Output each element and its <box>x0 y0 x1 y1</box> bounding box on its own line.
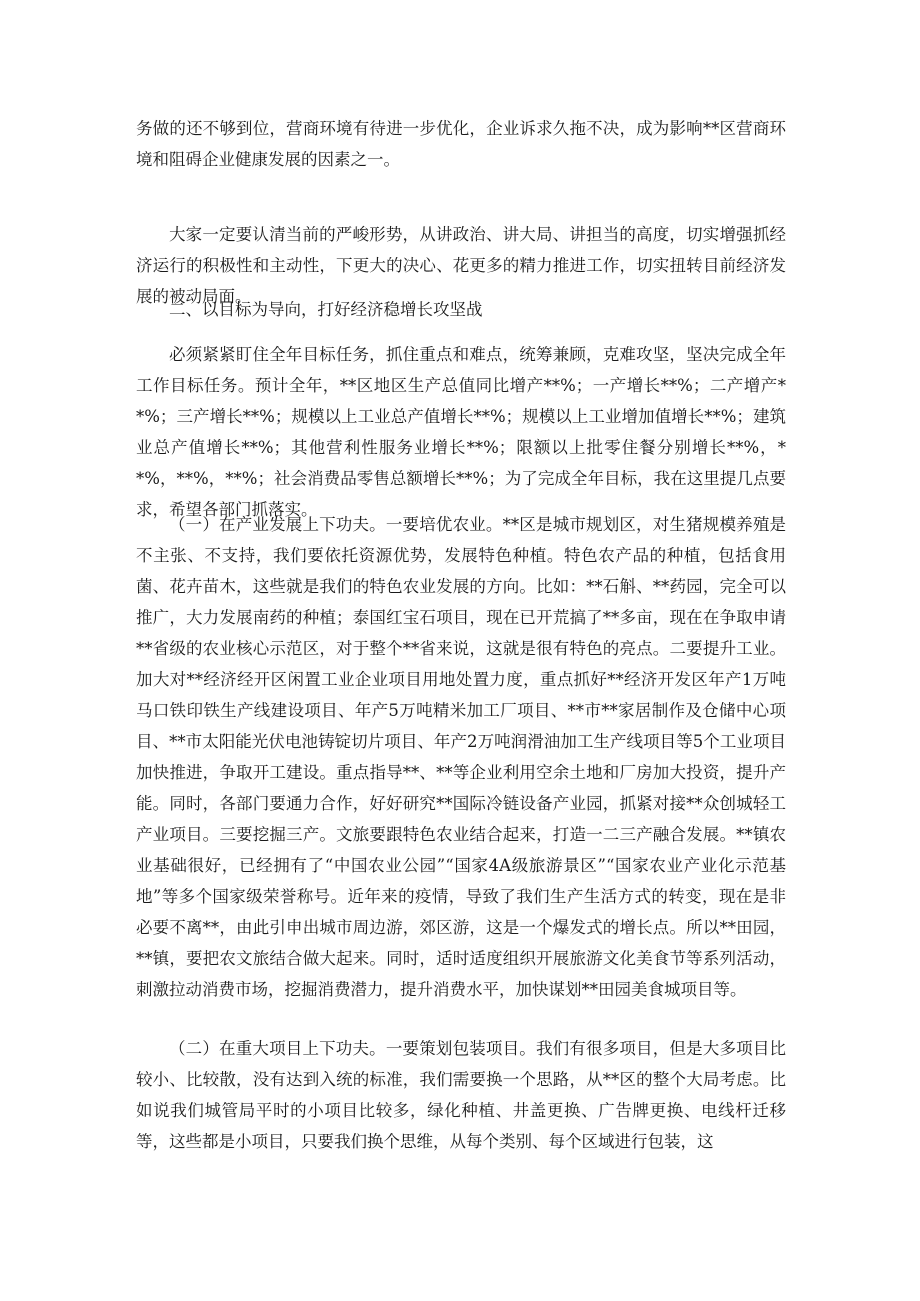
paragraph-major-projects: （二）在重大项目上下功夫。一要策划包装项目。我们有很多项目，但是大多项目比较小、比较散，没有达到入统的标准，我们需要换一个思路，从**区的整个大局考虑。比如说我们城管局平时的小项目比较多，绿化种植、井盖更换、广告牌更换、电线杆迁移等，这些都是小项目，只要我们换个思维，从每个类别、每个区域进行包装，这 <box>136 1039 786 1151</box>
section-heading-2: 二、以目标为导向，打好经济稳增长攻坚战 <box>169 300 483 319</box>
paragraph-annual-targets: 必须紧紧盯住全年目标任务，抓住重点和难点，统筹兼顾，克难攻坚，坚决完成全年工作目标任务。预计全年，**区地区生产总值同比增产**%；一产增长**%；二产增产**%；三产增长**%；规模以上工业总产值增长**%；规模以上工业增加值增长**%；建筑业总产值增长**%；其他营利性服务业增长**%；限额以上批零住餐分别增长**%，**%，**%，**%；社会消费品零售总额增长**%；为了完成全年目标，我在这里提几点要求，希望各部门抓落实。 <box>136 345 786 519</box>
paragraph-industry-development: （一）在产业发展上下功夫。一要培优农业。**区是城市规划区，对生猪规模养殖是不主张、不支持，我们要依托资源优势，发展特色种植。特色农产品的种植，包括食用菌、花卉苗木，这些就是我们的特色农业发展的方向。比如：**石斛、**药园，完全可以推广，大力发展南药的种植；泰国红宝石项目，现在已开荒搞了**多亩，现在在争取申请**省级的农业核心示范区，对于整个**省来说，这就是很有特色的亮点。二要提升工业。加大对**经济经开区闲置工业企业项目用地处置力度，重点抓好**经济开发区年产1万吨马口铁印铁生产线建设项目、年产5万吨精米加工厂项目、**市**家居制作及仓储中心项目、**市太阳能光伏电池铸锭切片项目、年产2万吨润滑油加工生产线项目等5个工业项目加快推进，争取开工建设。重点指导**、**等企业利用空余土地和厂房加大投资，提升产能。同时，各部门要通力合作，好好研究**国际冷链设备产业园，抓紧对接**众创城轻工产业项目。三要挖掘三产。文旅要跟特色农业结合起来，打造一二三产融合发展。**镇农业基础很好，已经拥有了“中国农业公园”“国家4A级旅游景区”“国家农业产业化示范基地”等多个国家级荣誉称号。近年来的疫情，导致了我们生产生活方式的转变，现在是非必要不离**，由此引申出城市周边游，郊区游，这是一个爆发式的增长点。所以**田园，**镇，要把农文旅结合做大起来。同时，适时适度组织开展旅游文化美食节等系列活动，刺激拉动消费市场，挖掘消费潜力，提升消费水平，加快谋划**田园美食城项目等。 <box>136 515 786 999</box>
paragraph-situation: 大家一定要认清当前的严峻形势，从讲政治、讲大局、讲担当的高度，切实增强抓经济运行的积极性和主动性，下更大的决心、花更多的精力推进工作，切实扭转目前经济发展的被动局面。 <box>136 225 786 306</box>
paragraph-continuation: 务做的还不够到位，营商环境有待进一步优化，企业诉求久拖不决，成为影响**区营商环境和阻碍企业健康发展的因素之一。 <box>136 119 786 169</box>
